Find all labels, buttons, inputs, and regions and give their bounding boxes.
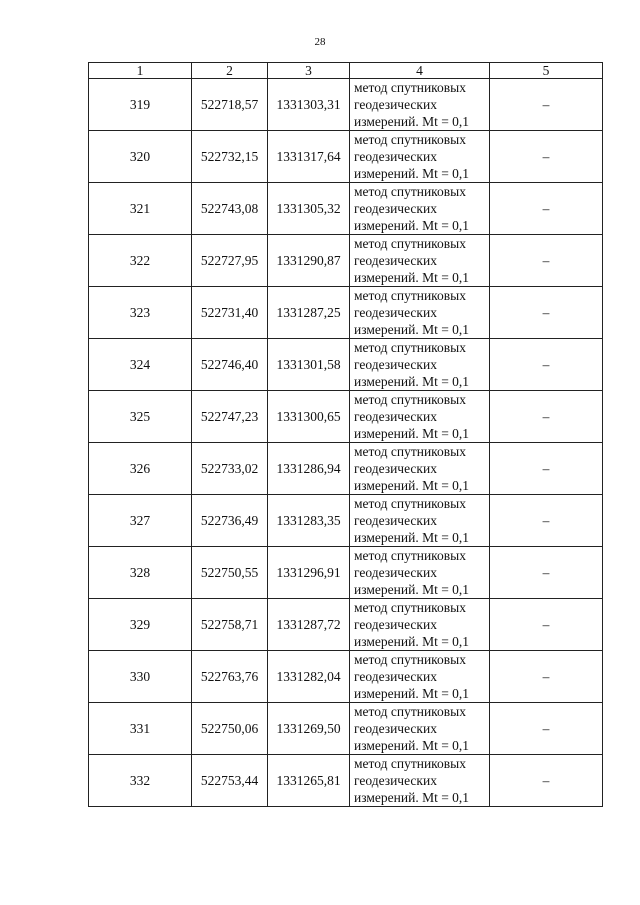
description-cell: – bbox=[490, 599, 603, 651]
method-line: измерений. Mt = 0,1 bbox=[354, 270, 470, 285]
method-line: геодезических bbox=[354, 97, 437, 112]
method-line: геодезических bbox=[354, 201, 437, 216]
x-coordinate-cell: 522747,23 bbox=[192, 391, 268, 443]
table-row bbox=[89, 755, 603, 807]
method-line: метод спутниковых bbox=[354, 132, 466, 147]
method-line: метод спутниковых bbox=[354, 652, 466, 667]
method-line: геодезических bbox=[354, 149, 437, 164]
description-cell: – bbox=[490, 339, 603, 391]
description-cell: – bbox=[490, 755, 603, 807]
method-line: измерений. Mt = 0,1 bbox=[354, 478, 470, 493]
method-cell bbox=[350, 183, 490, 235]
x-coordinate-cell: 522763,76 bbox=[192, 651, 268, 703]
table-row bbox=[89, 495, 603, 547]
point-number-cell: 323 bbox=[89, 287, 192, 339]
method-line: геодезических bbox=[354, 669, 437, 684]
method-cell bbox=[350, 79, 490, 131]
table-row bbox=[89, 235, 603, 287]
y-coordinate-cell: 1331287,72 bbox=[268, 599, 350, 651]
method-cell bbox=[350, 755, 490, 807]
method-line: измерений. Mt = 0,1 bbox=[354, 374, 470, 389]
method-line: метод спутниковых bbox=[354, 236, 466, 251]
point-number-cell: 326 bbox=[89, 443, 192, 495]
description-cell: – bbox=[490, 79, 603, 131]
method-line: метод спутниковых bbox=[354, 704, 466, 719]
y-coordinate-cell: 1331286,94 bbox=[268, 443, 350, 495]
description-cell: – bbox=[490, 183, 603, 235]
description-cell: – bbox=[490, 495, 603, 547]
y-coordinate-cell: 1331301,58 bbox=[268, 339, 350, 391]
x-coordinate-cell: 522743,08 bbox=[192, 183, 268, 235]
x-coordinate-cell: 522731,40 bbox=[192, 287, 268, 339]
description-cell: – bbox=[490, 287, 603, 339]
x-coordinate-cell: 522758,71 bbox=[192, 599, 268, 651]
header-col-4: 4 bbox=[350, 63, 490, 79]
method-line: геодезических bbox=[354, 461, 437, 476]
method-line: метод спутниковых bbox=[354, 288, 466, 303]
description-cell: – bbox=[490, 443, 603, 495]
method-line: измерений. Mt = 0,1 bbox=[354, 582, 470, 597]
method-line: геодезических bbox=[354, 357, 437, 372]
method-line: метод спутниковых bbox=[354, 392, 466, 407]
header-col-3: 3 bbox=[268, 63, 350, 79]
method-line: метод спутниковых bbox=[354, 340, 466, 355]
table-row bbox=[89, 287, 603, 339]
table-row bbox=[89, 79, 603, 131]
method-line: геодезических bbox=[354, 617, 437, 632]
point-number-cell: 324 bbox=[89, 339, 192, 391]
header-row bbox=[89, 63, 603, 79]
table-row bbox=[89, 131, 603, 183]
x-coordinate-cell: 522732,15 bbox=[192, 131, 268, 183]
y-coordinate-cell: 1331317,64 bbox=[268, 131, 350, 183]
table-row bbox=[89, 703, 603, 755]
point-number-cell: 328 bbox=[89, 547, 192, 599]
method-line: геодезических bbox=[354, 773, 437, 788]
point-number-cell: 332 bbox=[89, 755, 192, 807]
table-row bbox=[89, 651, 603, 703]
y-coordinate-cell: 1331269,50 bbox=[268, 703, 350, 755]
x-coordinate-cell: 522727,95 bbox=[192, 235, 268, 287]
y-coordinate-cell: 1331265,81 bbox=[268, 755, 350, 807]
method-line: метод спутниковых bbox=[354, 80, 466, 95]
method-line: измерений. Mt = 0,1 bbox=[354, 790, 470, 805]
point-number-cell: 319 bbox=[89, 79, 192, 131]
y-coordinate-cell: 1331296,91 bbox=[268, 547, 350, 599]
description-cell: – bbox=[490, 391, 603, 443]
header-col-5: 5 bbox=[490, 63, 603, 79]
table-row bbox=[89, 599, 603, 651]
header-col-2: 2 bbox=[192, 63, 268, 79]
method-cell bbox=[350, 131, 490, 183]
method-line: измерений. Mt = 0,1 bbox=[354, 530, 470, 545]
method-line: метод спутниковых bbox=[354, 496, 466, 511]
method-line: геодезических bbox=[354, 253, 437, 268]
table-row bbox=[89, 339, 603, 391]
method-line: измерений. Mt = 0,1 bbox=[354, 738, 470, 753]
method-line: измерений. Mt = 0,1 bbox=[354, 218, 470, 233]
method-line: геодезических bbox=[354, 305, 437, 320]
method-cell bbox=[350, 235, 490, 287]
method-line: измерений. Mt = 0,1 bbox=[354, 634, 470, 649]
method-cell bbox=[350, 599, 490, 651]
description-cell: – bbox=[490, 131, 603, 183]
point-number-cell: 331 bbox=[89, 703, 192, 755]
method-cell bbox=[350, 391, 490, 443]
x-coordinate-cell: 522753,44 bbox=[192, 755, 268, 807]
x-coordinate-cell: 522750,06 bbox=[192, 703, 268, 755]
method-cell bbox=[350, 339, 490, 391]
table-row bbox=[89, 183, 603, 235]
method-line: геодезических bbox=[354, 721, 437, 736]
description-cell: – bbox=[490, 235, 603, 287]
description-cell: – bbox=[490, 651, 603, 703]
header-col-1: 1 bbox=[89, 63, 192, 79]
method-line: измерений. Mt = 0,1 bbox=[354, 166, 470, 181]
y-coordinate-cell: 1331290,87 bbox=[268, 235, 350, 287]
page-number: 28 bbox=[314, 36, 326, 48]
table-row bbox=[89, 443, 603, 495]
y-coordinate-cell: 1331300,65 bbox=[268, 391, 350, 443]
method-line: метод спутниковых bbox=[354, 600, 466, 615]
method-line: метод спутниковых bbox=[354, 444, 466, 459]
y-coordinate-cell: 1331303,31 bbox=[268, 79, 350, 131]
method-line: измерений. Mt = 0,1 bbox=[354, 322, 470, 337]
point-number-cell: 322 bbox=[89, 235, 192, 287]
method-cell bbox=[350, 547, 490, 599]
method-cell bbox=[350, 443, 490, 495]
method-cell bbox=[350, 703, 490, 755]
method-line: метод спутниковых bbox=[354, 184, 466, 199]
method-line: метод спутниковых bbox=[354, 756, 466, 771]
table-row bbox=[89, 391, 603, 443]
point-number-cell: 327 bbox=[89, 495, 192, 547]
point-number-cell: 321 bbox=[89, 183, 192, 235]
y-coordinate-cell: 1331305,32 bbox=[268, 183, 350, 235]
x-coordinate-cell: 522746,40 bbox=[192, 339, 268, 391]
table-body bbox=[89, 79, 603, 807]
method-line: измерений. Mt = 0,1 bbox=[354, 686, 470, 701]
point-number-cell: 320 bbox=[89, 131, 192, 183]
table-header bbox=[89, 63, 603, 79]
method-line: геодезических bbox=[354, 565, 437, 580]
method-line: измерений. Mt = 0,1 bbox=[354, 114, 470, 129]
y-coordinate-cell: 1331282,04 bbox=[268, 651, 350, 703]
method-cell bbox=[350, 287, 490, 339]
method-line: измерений. Mt = 0,1 bbox=[354, 426, 470, 441]
method-line: геодезических bbox=[354, 513, 437, 528]
coordinates-table bbox=[88, 62, 603, 807]
y-coordinate-cell: 1331283,35 bbox=[268, 495, 350, 547]
method-cell bbox=[350, 495, 490, 547]
description-cell: – bbox=[490, 547, 603, 599]
y-coordinate-cell: 1331287,25 bbox=[268, 287, 350, 339]
method-cell bbox=[350, 651, 490, 703]
x-coordinate-cell: 522718,57 bbox=[192, 79, 268, 131]
x-coordinate-cell: 522733,02 bbox=[192, 443, 268, 495]
description-cell: – bbox=[490, 703, 603, 755]
method-line: метод спутниковых bbox=[354, 548, 466, 563]
table-row bbox=[89, 547, 603, 599]
point-number-cell: 325 bbox=[89, 391, 192, 443]
x-coordinate-cell: 522736,49 bbox=[192, 495, 268, 547]
point-number-cell: 329 bbox=[89, 599, 192, 651]
point-number-cell: 330 bbox=[89, 651, 192, 703]
method-line: геодезических bbox=[354, 409, 437, 424]
x-coordinate-cell: 522750,55 bbox=[192, 547, 268, 599]
